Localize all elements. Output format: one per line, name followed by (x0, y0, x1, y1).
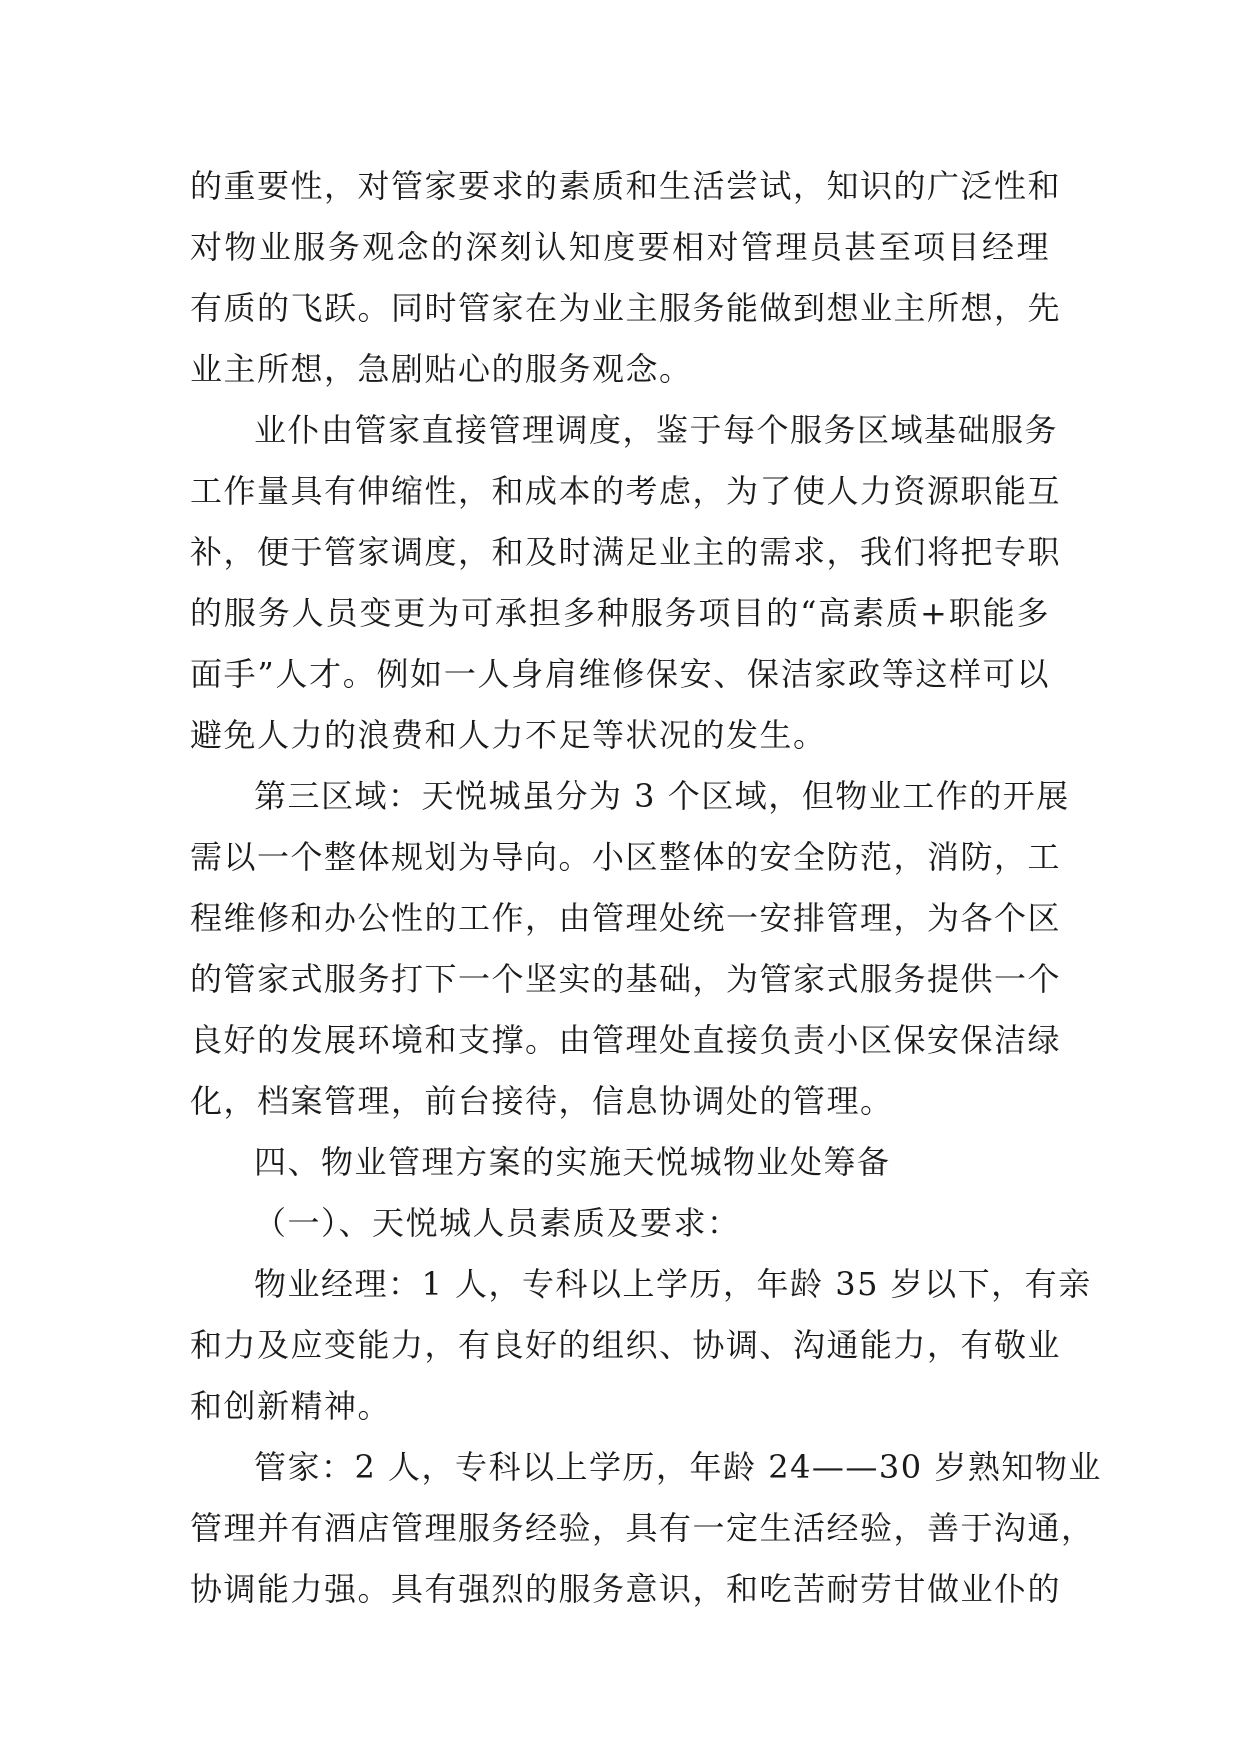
text-line: 管理并有酒店管理服务经验，具有一定生活经验，善于沟通， (190, 1509, 1095, 1547)
text-line: 业主所想，急剧贴心的服务观念。 (190, 350, 693, 388)
text-line: 的服务人员变更为可承担多种服务项目的“高素质+职能多 (190, 594, 1050, 632)
text-line: 化，档案管理，前台接待，信息协调处的管理。 (190, 1082, 894, 1120)
text-line: 的管家式服务打下一个坚实的基础，为管家式服务提供一个 (190, 960, 1062, 998)
text-line: 和力及应变能力，有良好的组织、协调、沟通能力，有敬业 (190, 1326, 1062, 1364)
text-line: 面手”人才。例如一人身肩维修保安、保洁家政等这样可以 (190, 655, 1050, 693)
text-line: 业仆由管家直接管理调度，鉴于每个服务区域基础服务 (254, 411, 1059, 449)
text-line: 四、物业管理方案的实施天悦城物业处筹备 (254, 1143, 891, 1181)
text-line: 对物业服务观念的深刻认知度要相对管理员甚至项目经理 (190, 228, 1050, 266)
text-line: 补，便于管家调度，和及时满足业主的需求，我们将把专职 (190, 533, 1062, 571)
text-line: 良好的发展环境和支撑。由管理处直接负责小区保安保洁绿 (190, 1021, 1062, 1059)
text-line: 和创新精神。 (190, 1387, 392, 1425)
document-body (190, 156, 1102, 1620)
text-line: 工作量具有伸缩性，和成本的考虑，为了使人力资源职能互 (190, 472, 1062, 510)
text-line: 第三区域：天悦城虽分为 3 个区域，但物业工作的开展 (254, 777, 1070, 815)
text-line: 协调能力强。具有强烈的服务意识，和吃苦耐劳甘做业仆的 (190, 1570, 1062, 1608)
text-line: 有质的飞跃。同时管家在为业主服务能做到想业主所想，先 (190, 289, 1062, 327)
text-line: 管家：2 人，专科以上学历，年龄 24——30 岁熟知物业 (254, 1448, 1102, 1486)
text-line: 程维修和办公性的工作，由管理处统一安排管理，为各个区 (190, 899, 1062, 937)
text-line: （一）、天悦城人员素质及要求： (254, 1204, 741, 1242)
text-line: 避免人力的浪费和人力不足等状况的发生。 (190, 716, 827, 754)
text-line: 物业经理：1 人，专科以上学历，年龄 35 岁以下，有亲 (254, 1265, 1092, 1303)
text-line: 的重要性，对管家要求的素质和生活尝试，知识的广泛性和 (190, 167, 1062, 205)
text-line: 需以一个整体规划为导向。小区整体的安全防范，消防，工 (190, 838, 1062, 876)
